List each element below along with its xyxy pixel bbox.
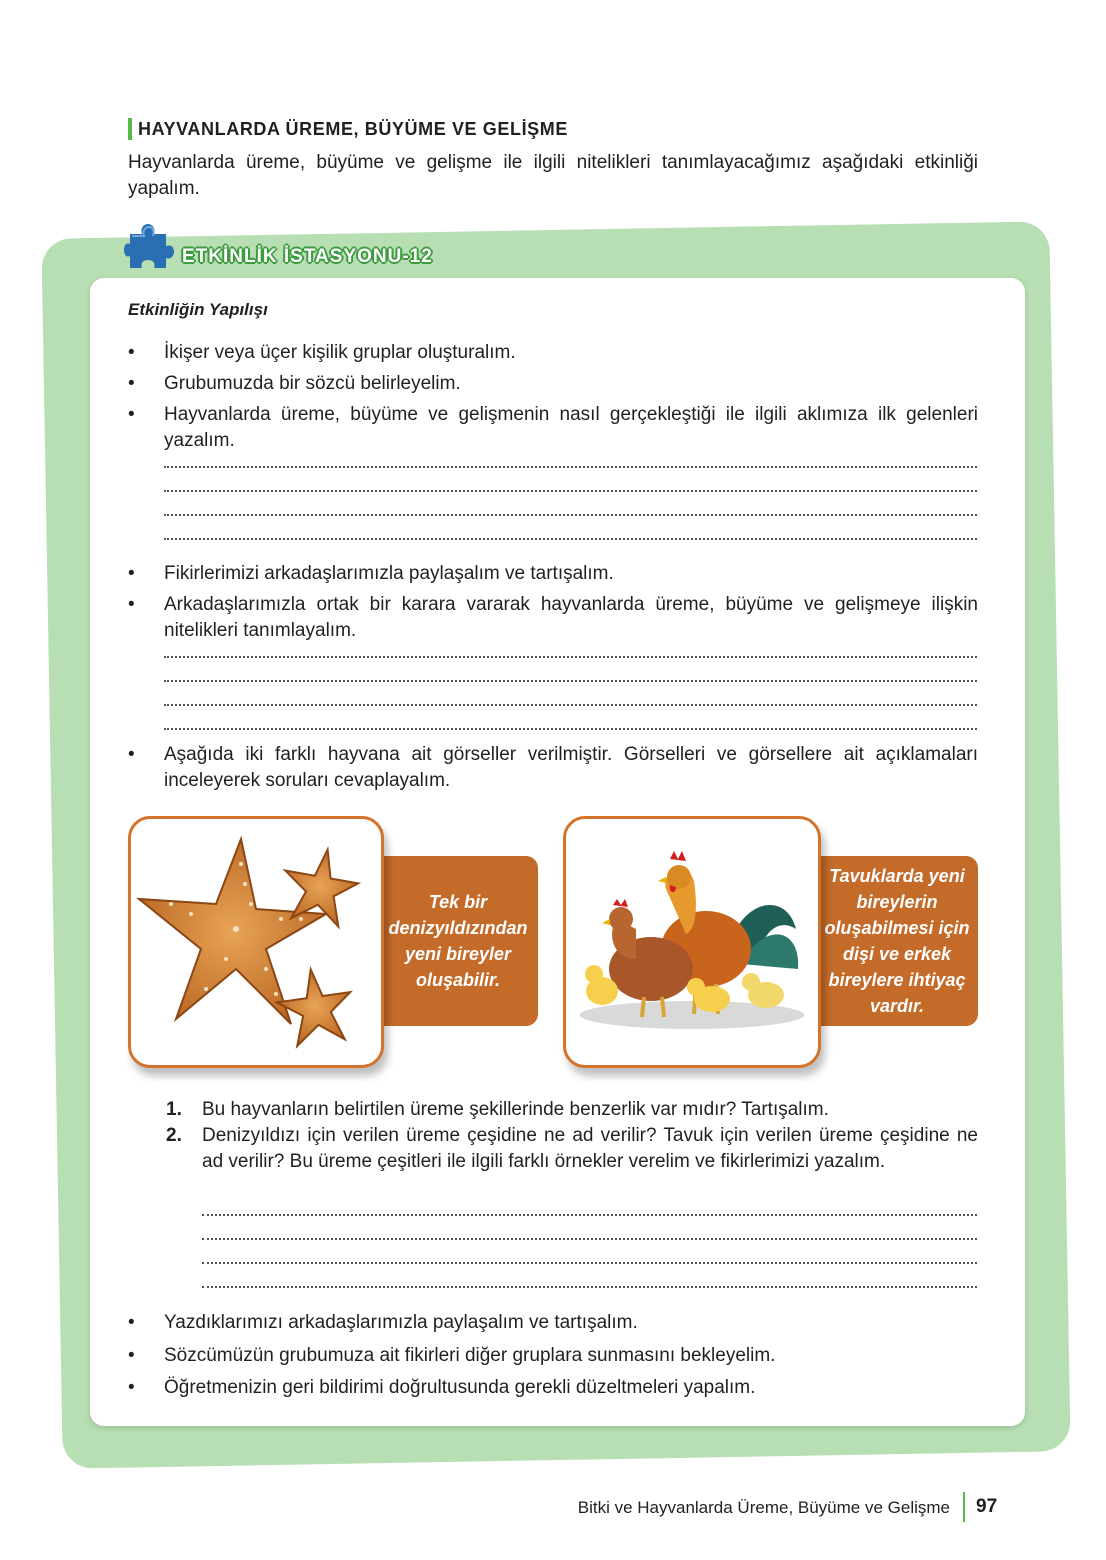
list-item: • İkişer veya üçer kişilik gruplar oluşturalım. [128, 340, 978, 366]
list-item: • Hayvanlarda üreme, büyüme ve gelişmenin nasıl gerçekleştiği ile ilgili aklımıza ilk gelenleri yazalım. [128, 404, 978, 451]
answer-line[interactable] [164, 534, 977, 540]
answer-line[interactable] [164, 724, 977, 730]
chickens-caption: Tavuklarda yeni bireylerin oluşabilmesi için dişi ve erkek bireylere ihtiyaç vardır. [808, 856, 978, 1026]
list-item: • Arkadaşlarımızla ortak bir karara vararak hayvanlarda üreme, büyüme ve gelişmeye ilişkin nitelikleri tanımlayalım. [128, 594, 978, 641]
list-item: • Grubumuzda bir sözcü belirleyelim. [128, 371, 978, 397]
answer-line[interactable] [164, 486, 977, 492]
puzzle-piece-icon [124, 220, 176, 272]
list-item: • Öğretmenizin geri bildirimi doğrultusunda gerekli düzeltmeleri yapalım. [128, 1375, 978, 1401]
activity-station-title: ETKİNLİK İSTASYONU-12 [182, 246, 433, 267]
bullet: • [128, 404, 135, 425]
question-item: 2. Denizyıldızı için verilen üreme çeşidine ne ad verilir? Tavuk için verilen üreme çeşidine ne ad verilir? Bu üreme çeşitleri ile ilgili farklı örnekler verelim ve fikirlerimizi yazalım. [166, 1125, 978, 1172]
section-intro: Hayvanlarda üreme, büyüme ve gelişme ile ilgili nitelikleri tanımlayacağımız aşağıdaki etkinliği yapalım. [128, 152, 978, 199]
bullet: • [128, 744, 135, 765]
question-item: 1. Bu hayvanların belirtilen üreme şekillerinde benzerlik var mıdır? Tartışalım. [166, 1097, 978, 1123]
list-item: • Yazdıklarımızı arkadaşlarımızla paylaşalım ve tartışalım. [128, 1310, 978, 1336]
answer-line[interactable] [202, 1282, 977, 1288]
answer-line[interactable] [164, 510, 977, 516]
bullet: • [128, 342, 135, 363]
answer-line[interactable] [164, 652, 977, 658]
answer-line[interactable] [202, 1210, 977, 1216]
answer-line[interactable] [202, 1258, 977, 1264]
list-item: • Aşağıda iki farklı hayvana ait görseller verilmiştir. Görselleri ve görsellere ait açıklamaları inceleyerek soruları cevaplayalım. [128, 744, 978, 791]
answer-line[interactable] [202, 1234, 977, 1240]
list-item: • Sözcümüzün grubumuza ait fikirleri diğer gruplara sunmasını bekleyelim. [128, 1343, 978, 1369]
starfish-image [128, 816, 384, 1068]
section-title: HAYVANLARDA ÜREME, BÜYÜME VE GELİŞME [128, 118, 568, 140]
chickens-image [563, 816, 821, 1068]
bullet: • [128, 594, 135, 615]
answer-line[interactable] [164, 676, 977, 682]
page-number: 97 [976, 1496, 998, 1517]
bullet: • [128, 563, 135, 584]
answer-line[interactable] [164, 700, 977, 706]
chickens-icon [566, 819, 818, 1065]
question-number: 2. [166, 1125, 182, 1146]
bullet: • [128, 373, 135, 394]
starfish-caption: Tek bir denizyıldızından yeni bireyler oluşabilir. [370, 856, 538, 1026]
footer-title: Bitki ve Hayvanlarda Üreme, Büyüme ve Gelişme [577, 1498, 950, 1517]
list-item: • Fikirlerimizi arkadaşlarımızla paylaşalım ve tartışalım. [128, 561, 978, 587]
bullet: • [128, 1345, 135, 1366]
footer-divider [963, 1492, 965, 1522]
answer-line[interactable] [164, 462, 977, 468]
starfish-icon [131, 819, 381, 1065]
bullet: • [128, 1312, 135, 1333]
bullet: • [128, 1377, 135, 1398]
question-number: 1. [166, 1099, 182, 1120]
activity-subheading: Etkinliğin Yapılışı [128, 300, 268, 319]
